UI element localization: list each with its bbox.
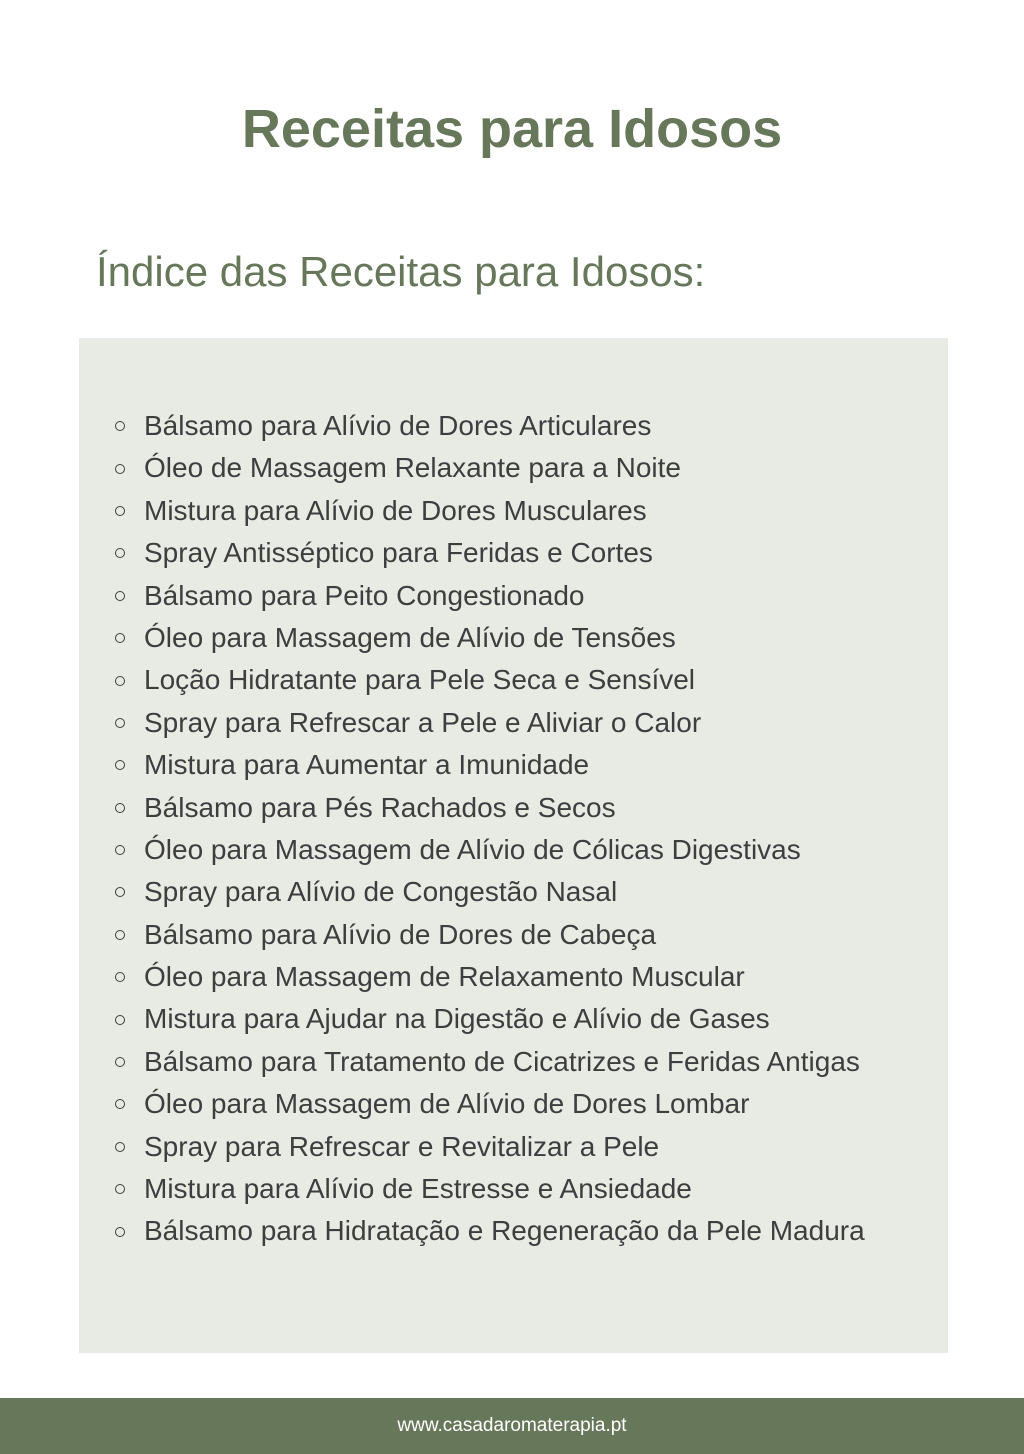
list-item: [115, 490, 865, 532]
page-title: Receitas para Idosos: [241, 99, 783, 159]
list-item: [115, 1041, 865, 1083]
list-item-label: Spray Antisséptico para Feridas e Cortes: [144, 537, 653, 569]
circle-bullet-icon: [115, 1227, 125, 1237]
circle-bullet-icon: [115, 845, 125, 855]
list-item: [115, 405, 865, 447]
list-item-label: Mistura para Alívio de Estresse e Ansiedade: [144, 1173, 692, 1205]
circle-bullet-icon: [115, 803, 125, 813]
list-item: [115, 956, 865, 998]
list-item-label: Mistura para Ajudar na Digestão e Alívio de Gases: [144, 1003, 770, 1035]
list-item: [115, 829, 865, 871]
circle-bullet-icon: [115, 1057, 125, 1067]
list-item-label: Spray para Refrescar a Pele e Aliviar o Calor: [144, 706, 702, 738]
circle-bullet-icon: [115, 548, 125, 558]
circle-bullet-icon: [115, 930, 125, 940]
list-item: [115, 575, 865, 617]
circle-bullet-icon: [115, 1184, 125, 1194]
list-item-label: Óleo para Massagem de Relaxamento Muscular: [144, 961, 745, 993]
circle-bullet-icon: [115, 1099, 125, 1109]
recipe-index-box: [79, 338, 948, 1353]
website-link[interactable]: www.casadaromaterapia.pt: [397, 1415, 627, 1436]
circle-bullet-icon: [115, 464, 125, 474]
list-item: [115, 447, 865, 489]
list-item-label: Loção Hidratante para Pele Seca e Sensível: [144, 664, 696, 696]
list-item-label: Óleo de Massagem Relaxante para a Noite: [144, 452, 681, 484]
list-item-label: Óleo para Massagem de Alívio de Tensões: [144, 621, 676, 653]
list-item-label: Mistura para Alívio de Dores Musculares: [144, 494, 647, 526]
circle-bullet-icon: [115, 972, 125, 982]
list-item-label: Bálsamo para Alívio de Dores de Cabeça: [144, 918, 657, 950]
list-item: [115, 702, 865, 744]
list-item: [115, 744, 865, 786]
circle-bullet-icon: [115, 633, 125, 643]
list-item-label: Mistura para Aumentar a Imunidade: [144, 749, 590, 781]
list-item-label: Bálsamo para Peito Congestionado: [144, 579, 585, 611]
list-item-label: Óleo para Massagem de Alívio de Cólicas Digestivas: [144, 833, 801, 865]
list-item-label: Óleo para Massagem de Alívio de Dores Lombar: [144, 1088, 750, 1120]
circle-bullet-icon: [115, 591, 125, 601]
list-item: [115, 1126, 865, 1168]
circle-bullet-icon: [115, 421, 125, 431]
list-item-label: Bálsamo para Alívio de Dores Articulares: [144, 410, 652, 441]
circle-bullet-icon: [115, 1015, 125, 1025]
list-item: [115, 787, 865, 829]
list-item-label: Bálsamo para Tratamento de Cicatrizes e Feridas Antigas: [144, 1045, 860, 1077]
footer: [0, 1398, 1024, 1454]
list-item: [115, 914, 865, 956]
circle-bullet-icon: [115, 506, 125, 516]
list-item-label: Spray para Refrescar e Revitalizar a Pele: [144, 1130, 660, 1162]
list-item: [115, 532, 865, 574]
list-item-label: Bálsamo para Hidratação e Regeneração da Pele Madura: [144, 1215, 865, 1247]
circle-bullet-icon: [115, 887, 125, 897]
list-item: [115, 998, 865, 1040]
list-item: [115, 1083, 865, 1125]
circle-bullet-icon: [115, 718, 125, 728]
list-item: [115, 1168, 865, 1210]
circle-bullet-icon: [115, 1142, 125, 1152]
index-heading: Índice das Receitas para Idosos:: [96, 248, 706, 295]
list-item: [115, 659, 865, 701]
list-item: [115, 1210, 865, 1252]
list-item: [115, 871, 865, 913]
list-item-label: Bálsamo para Pés Rachados e Secos: [144, 791, 616, 823]
circle-bullet-icon: [115, 676, 125, 686]
circle-bullet-icon: [115, 760, 125, 770]
recipe-list: [115, 405, 865, 1253]
list-item: [115, 617, 865, 659]
list-item-label: Spray para Alívio de Congestão Nasal: [144, 876, 618, 908]
